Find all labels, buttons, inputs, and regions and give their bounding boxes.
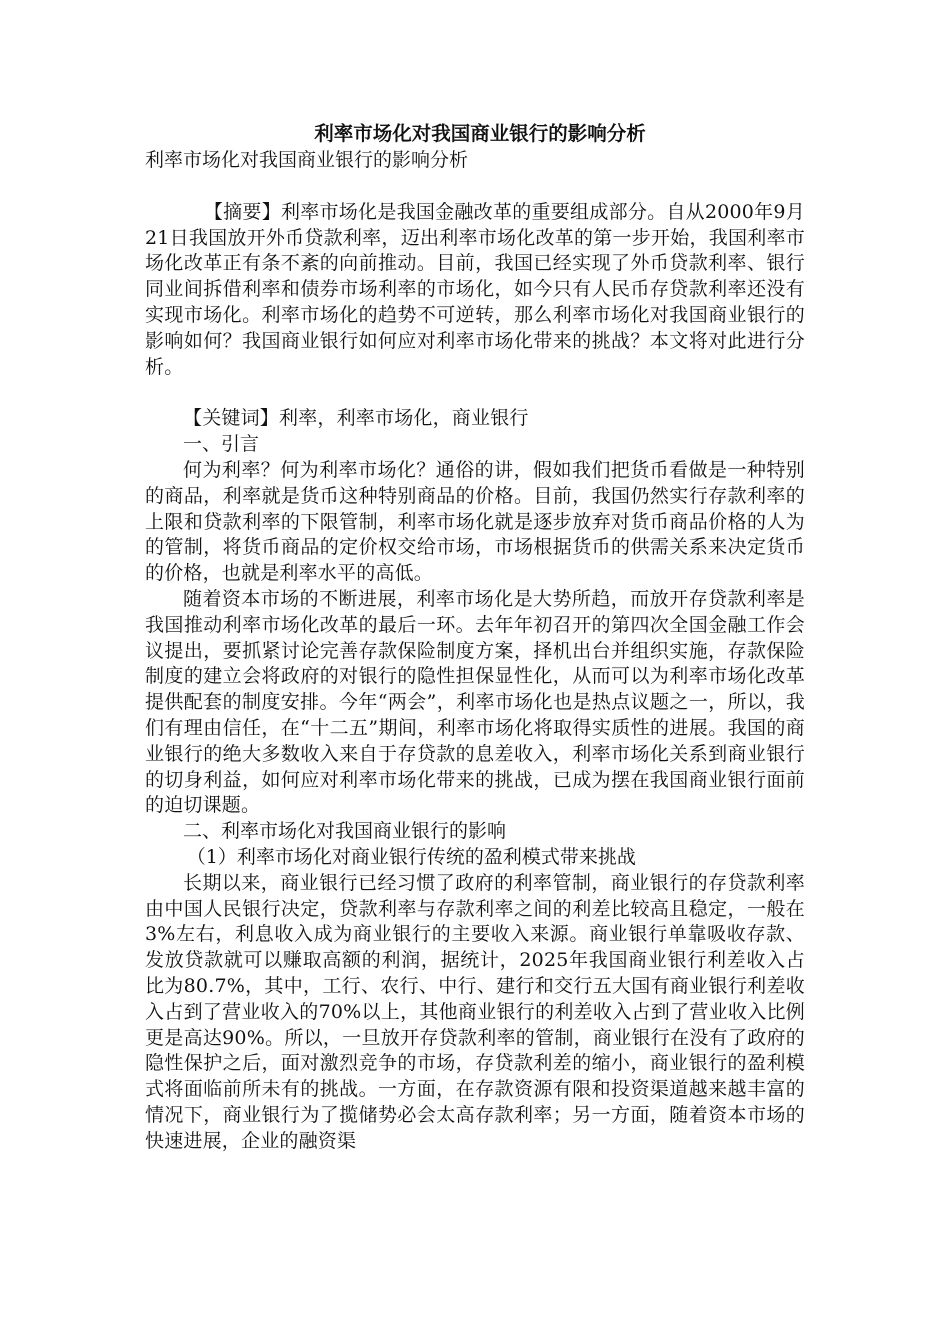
intro-paragraph-2: 随着资本市场的不断进展，利率市场化是大势所趋，而放开存贷款利率是我国推动利率市场化改革的最后一环。去年年初召开的第四次全国金融工作会议提出，要抓紧讨论完善存款保险制度方案，择机出台并组织实施，存款保险制度的建立会将政府的对银行的隐性担保显性化，从而可以为利率市场化改革提供配套的制度安排。今年“两会”，利率市场化也是热点议题之一，所以，我们有理由信任，在“十二五”期间，利率市场化将取得实质性的进展。我国的商业银行的绝大多数收入来自于存贷款的息差收入，利率市场化关系到商业银行的切身利益，如何应对利率市场化带来的挑战，已成为摆在我国商业银行面前的迫切课题。 <box>145 587 805 817</box>
section-heading-intro: 一、引言 <box>183 433 260 456</box>
spacer <box>145 380 805 406</box>
impact-paragraph-1: 长期以来，商业银行已经习惯了政府的利率管制，商业银行的存贷款利率由中国人民银行决定，贷款利率与存款利率之间的利差比较高且稳定，一般在3%左右，利息收入成为商业银行的主要收入来源。商业银行单靠吸收存款、发放贷款就可以赚取高额的利润，据统计，2025年我国商业银行利差收入占比为80.7%，其中，工行、农行、中行、建行和交行五大国有商业银行利差收入占到了营业收入的70%以上，其他商业银行的利差收入占到了营业收入比例更是高达90%。所以，一旦放开存贷款利率的管制，商业银行在没有了政府的隐性保护之后，面对激烈竞争的市场，存贷款利差的缩小，商业银行的盈利模式将面临前所未有的挑战。一方面，在存款资源有限和投资渠道越来越丰富的情况下，商业银行为了揽储势必会太高存款利率；另一方面，随着资本市场的快速进展，企业的融资渠 <box>145 871 805 1152</box>
document-subtitle: 利率市场化对我国商业银行的影响分析 <box>145 149 469 171</box>
keywords-line: 【关键词】利率，利率市场化，商业银行 <box>183 407 529 430</box>
document-title: 利率市场化对我国商业银行的影响分析 <box>314 122 646 145</box>
abstract-paragraph: 【摘要】利率市场化是我国金融改革的重要组成部分。自从2000年9月21日我国放开外币贷款利率，迈出利率市场化改革的第一步开始，我国利率市场化改革正有条不紊的向前推动。目前，我国已经实现了外币贷款利率、银行同业间拆借利率和债券市场利率的市场化，如今只有人民币存贷款利率还没有实现市场化。利率市场化的趋势不可逆转，那么利率市场化对我国商业银行的影响如何？我国商业银行如何应对利率市场化带来的挑战？本文将对此进行分析。 <box>145 200 805 378</box>
intro-paragraph-1: 何为利率？何为利率市场化？通俗的讲，假如我们把货币看做是一种特别的商品，利率就是货币这种特别商品的价格。目前，我国仍然实行存款利率的上限和贷款利率的下限管制，利率市场化就是逐步放弃对货币商品价格的人为的管制，将货币商品的定价权交给市场，市场根据货币的供需关系来决定货币的价格，也就是利率水平的高低。 <box>145 458 805 585</box>
subsection-heading-profit-model: （1）利率市场化对商业银行传统的盈利模式带来挑战 <box>186 845 636 868</box>
spacer <box>145 174 805 200</box>
section-heading-impact: 二、利率市场化对我国商业银行的影响 <box>183 820 507 843</box>
document-page <box>145 120 805 1154</box>
